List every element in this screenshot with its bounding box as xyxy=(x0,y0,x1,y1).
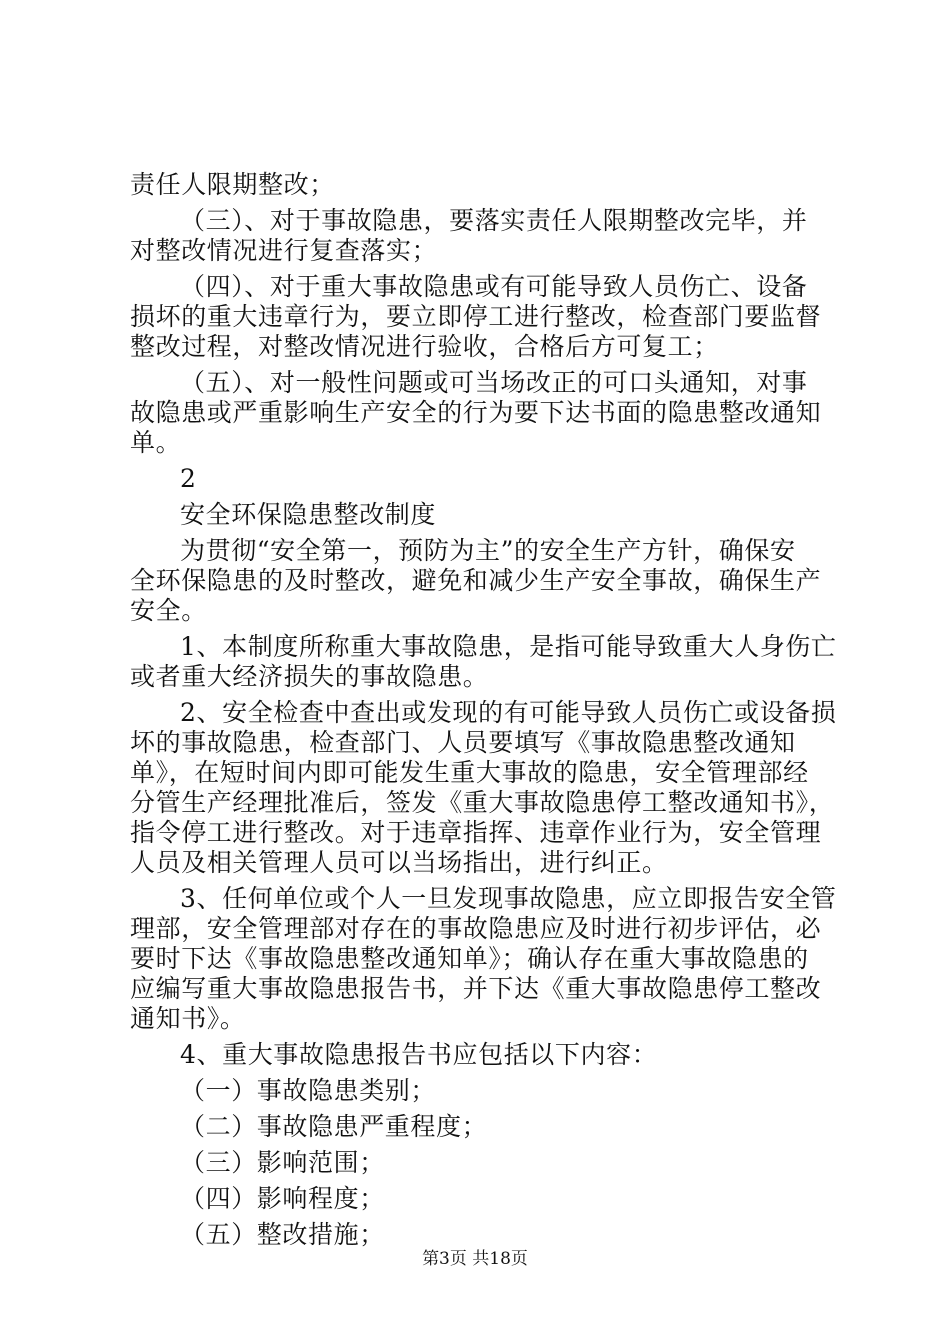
text-line: 故隐患或严重影响生产安全的行为要下达书面的隐患整改通知 xyxy=(130,398,822,427)
page-number-label: 第3页 共18页 xyxy=(422,1249,528,1269)
page-footer xyxy=(0,1244,950,1269)
text-line: 指令停工进行整改。对于违章指挥、违章作业行为，安全管理 xyxy=(130,818,822,847)
paragraph xyxy=(130,368,830,458)
paragraph xyxy=(130,1112,830,1142)
text-line: （五）、对一般性问题或可当场改正的可口头通知，对事 xyxy=(180,368,808,397)
text-line: （四）影响程度； xyxy=(180,1184,385,1213)
text-line: 损坏的重大违章行为，要立即停工进行整改，检查部门要监督 xyxy=(130,302,822,331)
text-line: 全环保隐患的及时整改，避免和减少生产安全事故，确保生产 xyxy=(130,566,822,595)
text-line: 要时下达《事故隐患整改通知单》；确认存在重大事故隐患的 xyxy=(130,944,809,973)
text-line: 1、本制度所称重大事故隐患，是指可能导致重大人身伤亡 xyxy=(180,632,837,661)
paragraph xyxy=(130,464,830,494)
text-line: 应编写重大事故隐患报告书，并下达《重大事故隐患停工整改 xyxy=(130,974,822,1003)
text-line: （四）、对于重大事故隐患或有可能导致人员伤亡、设备 xyxy=(180,272,808,301)
text-line: 安全环保隐患整改制度 xyxy=(180,500,437,529)
paragraph xyxy=(130,206,830,266)
text-line: 单。 xyxy=(130,428,182,457)
paragraph xyxy=(130,170,830,200)
paragraph xyxy=(130,272,830,362)
text-line: 单》，在短时间内即可能发生重大事故的隐患，安全管理部经 xyxy=(130,758,809,787)
text-line: 安全。 xyxy=(130,596,207,625)
paragraph xyxy=(130,632,837,692)
paragraph xyxy=(130,536,830,626)
text-line: 为贯彻“安全第一，预防为主”的安全生产方针，确保安 xyxy=(180,536,796,565)
text-line: （二）事故隐患严重程度； xyxy=(180,1112,488,1141)
text-line: （三）影响范围； xyxy=(180,1148,385,1177)
text-line: 4、重大事故隐患报告书应包括以下内容： xyxy=(180,1040,658,1069)
text-line: 通知书》。 xyxy=(130,1004,246,1033)
paragraph xyxy=(130,1148,830,1178)
text-line: 2、安全检查中查出或发现的有可能导致人员伤亡或设备损 xyxy=(180,698,837,727)
paragraph xyxy=(130,698,837,878)
text-line: （五）整改措施； xyxy=(180,1220,385,1249)
text-line: 3、任何单位或个人一旦发现事故隐患，应立即报告安全管 xyxy=(180,884,837,913)
text-line: 2 xyxy=(180,464,197,493)
text-line: 对整改情况进行复查落实； xyxy=(130,236,438,265)
paragraph xyxy=(130,1076,830,1106)
paragraph xyxy=(130,884,837,1034)
document-body xyxy=(130,170,837,1256)
text-line: 责任人限期整改； xyxy=(130,170,335,199)
text-line: 整改过程，对整改情况进行验收，合格后方可复工； xyxy=(130,332,719,361)
text-line: 理部，安全管理部对存在的事故隐患应及时进行初步评估，必 xyxy=(130,914,822,943)
paragraph xyxy=(130,1184,830,1214)
text-line: （一）事故隐患类别； xyxy=(180,1076,437,1105)
text-line: 人员及相关管理人员可以当场指出，进行纠正。 xyxy=(130,848,668,877)
paragraph xyxy=(130,500,830,530)
text-line: 或者重大经济损失的事故隐患。 xyxy=(130,662,489,691)
paragraph xyxy=(130,1040,830,1070)
text-line: 坏的事故隐患，检查部门、人员要填写《事故隐患整改通知 xyxy=(130,728,796,757)
text-line: 分管生产经理批准后，签发《重大事故隐患停工整改通知书》， xyxy=(130,788,835,817)
text-line: （三）、对于事故隐患，要落实责任人限期整改完毕，并 xyxy=(180,206,808,235)
